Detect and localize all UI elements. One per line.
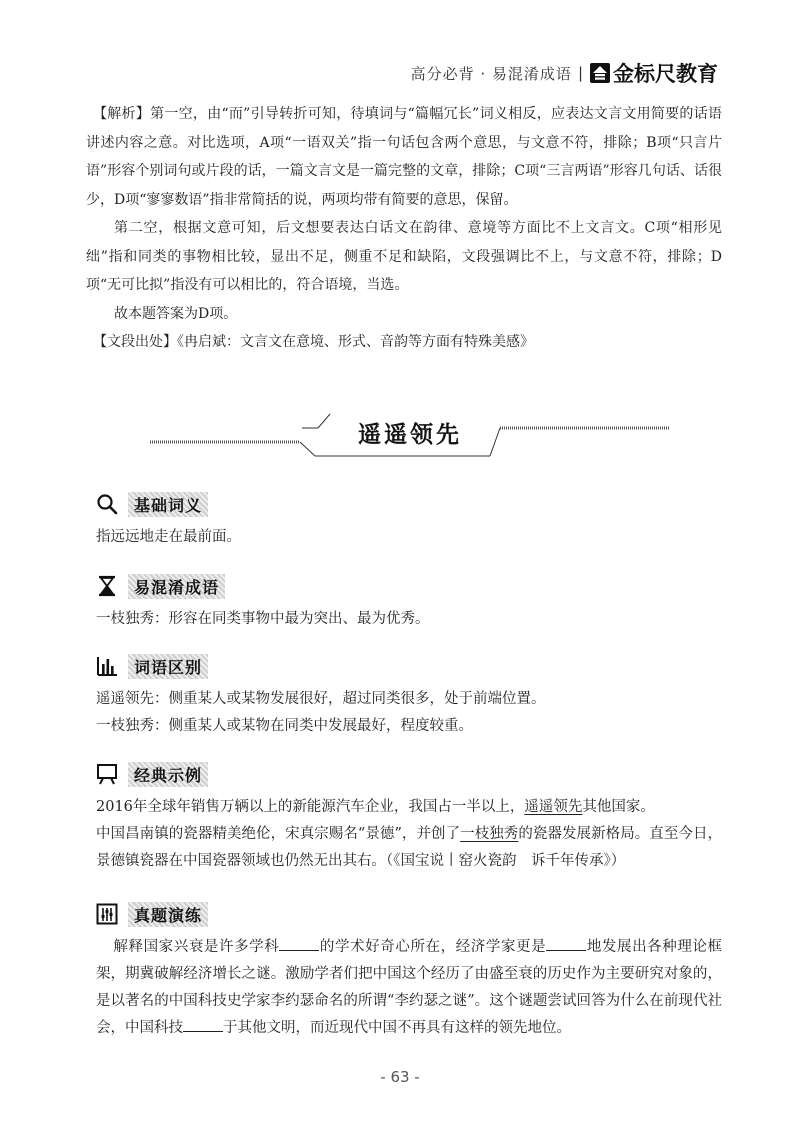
idiom-title-banner <box>150 408 670 464</box>
idiom-title: 遥遥领先 <box>358 422 462 448</box>
section-classic-examples <box>96 760 208 788</box>
section-confusing-idiom <box>96 572 225 600</box>
example-1 <box>96 794 722 821</box>
easel-icon <box>96 763 118 785</box>
house-logo-icon <box>589 62 611 84</box>
basic-meaning-text-block <box>96 524 722 551</box>
word-difference-label: 词语区别 <box>128 654 208 679</box>
sliders-icon <box>96 903 118 925</box>
answer-blank-2[interactable] <box>546 936 586 951</box>
confusing-idiom-text: 一枝独秀：形容在同类事物中最为突出、最为优秀。 <box>96 611 430 627</box>
section-basic-meaning <box>96 490 208 518</box>
brand-name: 金标尺教育 <box>613 62 718 86</box>
practice-text-4: 于其他文明，而近现代中国不再具有这样的领先地位。 <box>223 1020 571 1036</box>
practice-label: 真题演练 <box>128 902 208 927</box>
example-2 <box>96 821 722 875</box>
analysis-paragraph-1: 【解析】第一空，由“而”引导转折可知，待填词与“篇幅冗长”词义相反，应表达文言文用简要的话语讲述内容之意。对比选项，A项“一语双关”指一句话包含两个意思，与文意不符，排除；B项“只言片语”形容个别词句或片段的话，一篇文言文是一篇完整的文章，排除；C项“三言两语”形容几句话、话很少，D项“寥寥数语”指非常简括的说，两项均带有简要的意思，保留。 <box>86 106 722 208</box>
section-word-difference <box>96 652 208 680</box>
example-1-term: 遥遥领先 <box>524 799 583 815</box>
practice-text-block <box>96 934 722 1042</box>
page-number: - 63 - <box>380 1068 420 1086</box>
word-difference-line-1: 遥遥领先：侧重某人或某物发展很好，超过同类很多，处于前端位置。 <box>96 691 546 707</box>
practice-text-1: 解释国家兴衰是许多学科 <box>113 939 280 955</box>
practice-text-3: 地发展出各种理论框架，期冀破解经济增长之谜。激励学者们把中国这个经历了由盛至衰的历史作为主要研究对象的，是以著名的中国科技史学家李约瑟命名的所谓“李约瑟之谜”。这个谜题尝试回答为什么在前现代社会，中国科技 <box>96 939 723 1036</box>
hourglass-icon <box>96 575 118 597</box>
header-separator: | <box>577 64 583 82</box>
section-practice <box>96 900 208 928</box>
bar-chart-icon <box>96 655 118 677</box>
word-difference-line-2: 一枝独秀：侧重某人或某物在同类中发展最好，程度较重。 <box>96 718 473 734</box>
example-1-pre: 2016年全球年销售万辆以上的新能源汽车企业，我国占一半以上， <box>96 799 525 815</box>
analysis-source: 【文段出处】《冉启斌：文言文在意境、形式、音韵等方面有特殊美感》 <box>93 334 534 350</box>
classic-examples-label: 经典示例 <box>128 762 208 787</box>
header-subtitle: 高分必背 · 易混淆成语 <box>410 64 572 83</box>
basic-meaning-text: 指远远地走在最前面。 <box>96 529 241 545</box>
confusing-idiom-text-block <box>96 606 722 633</box>
analysis-block <box>86 100 722 357</box>
search-icon <box>96 493 118 515</box>
basic-meaning-label: 基础词义 <box>128 492 208 517</box>
practice-text-2: 的学术好奇心所在，经济学家更是 <box>319 939 547 955</box>
example-2-pre: 中国昌南镇的瓷器精美绝伦，宋真宗赐名“景德”，并创了 <box>96 826 461 842</box>
example-1-post: 其他国家。 <box>582 799 655 815</box>
answer-blank-1[interactable] <box>279 936 319 951</box>
page-header <box>411 56 718 90</box>
brand <box>589 58 718 88</box>
answer-blank-3[interactable] <box>183 1017 223 1032</box>
example-2-post: 的瓷器发展新格局。直至今日，景德镇瓷器在中国瓷器领域也仍然无出其右。（《国宝说丨窑火瓷韵 诉千年传承》） <box>96 826 722 869</box>
analysis-answer: 故本题答案为D项。 <box>114 305 238 322</box>
analysis-paragraph-2: 第二空，根据文意可知，后文想要表达白话文在韵律、意境等方面比不上文言文。C项“相形见绌”指和同类的事物相比较，显出不足，侧重不足和缺陷，文段强调比不上，与文意不符，排除；D项“无可比拟”指没有可以相比的，符合语境，当选。 <box>86 220 722 293</box>
classic-examples-text-block <box>96 794 722 875</box>
example-2-term: 一枝独秀 <box>460 826 519 842</box>
confusing-idiom-label: 易混淆成语 <box>128 574 225 599</box>
word-difference-text-block <box>96 686 722 740</box>
practice-question <box>96 934 722 1042</box>
